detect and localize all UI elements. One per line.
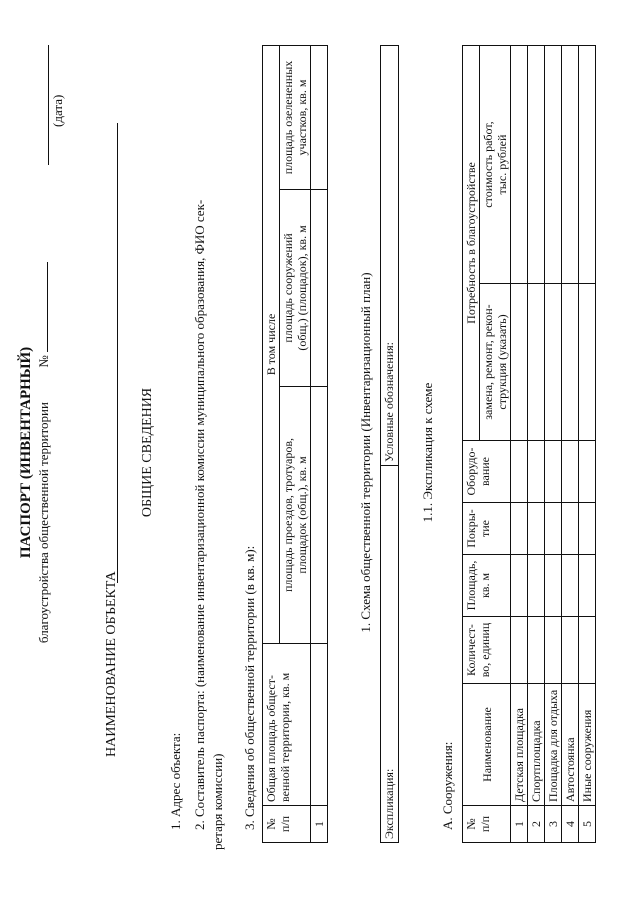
t2-group-header: Потребность в благоустройстве [463, 46, 480, 441]
t2-col-equip: Оборудо- вание [463, 441, 511, 503]
t2-col-num: № п/п [463, 806, 511, 843]
t2-col-cost: стоимость работ, тыс. рублей [480, 46, 511, 284]
territory-info-table [262, 45, 328, 843]
t1-col-num: № п/п [263, 806, 311, 843]
t2-col-area: Площадь, кв. м [463, 555, 511, 617]
item-2-author-cont: ретаря комиссии) [210, 753, 225, 850]
t1-group-header: В том числе [263, 46, 280, 644]
t2-col-name: Наименование [463, 684, 511, 806]
t1-col-struct: площадь сооружений (общ.) (площадок), кв. м [280, 190, 311, 387]
table-row [562, 46, 579, 843]
subtitle-text: благоустройства общественной территории [36, 402, 51, 644]
table-row [511, 46, 528, 843]
row-num: 4 [562, 806, 579, 843]
row-name: Спортплощадка [528, 684, 545, 806]
scheme-heading: 1. Схема общественной территории (Инвентаризационный план) [358, 272, 373, 633]
item-3-info: 3. Сведения об общественной территории (в кв. м): [242, 545, 257, 830]
t1-cell [311, 644, 328, 806]
explication-table [380, 45, 399, 843]
row-name: Иные сооружения [579, 684, 596, 806]
table-row [579, 46, 596, 843]
legend-label: Условные обозначения: [381, 46, 399, 466]
passport-subtitle [36, 0, 52, 905]
row-num: 2 [528, 806, 545, 843]
passport-title: ПАСПОРТ (ИНВЕНТАРНЫЙ) [18, 346, 34, 559]
t2-col-repair: замена, ремонт, рекон- струкция (указать) [480, 284, 511, 441]
section-a-label: А. Сооружения: [440, 741, 455, 830]
table-row [528, 46, 545, 843]
number-label: № [36, 355, 51, 368]
t1-cell [311, 387, 328, 644]
t1-col-green: площадь озелененных участков, кв. м [280, 46, 311, 190]
t1-row-num: 1 [311, 806, 328, 843]
item-1-address: 1. Адрес объекта: [168, 732, 183, 830]
object-name-line [117, 123, 118, 583]
object-name-label: НАИМЕНОВАНИЕ ОБЪЕКТА [104, 571, 119, 757]
t1-col-total: Общая площадь общест- венной территории, кв. м [263, 644, 311, 806]
item-2-author: 2. Составитель паспорта: (наименование инвентаризационной комиссии муниципального образования, ФИО сек- [192, 199, 207, 830]
t1-col-roads: площадь проездов, тротуаров, площадок (общ.), кв. м [280, 387, 311, 644]
structures-table [462, 45, 596, 843]
t1-cell [311, 46, 328, 190]
t2-col-cover: Покры- тие [463, 503, 511, 555]
row-num: 3 [545, 806, 562, 843]
t2-col-qty: Количест- во, единиц [463, 617, 511, 684]
row-num: 5 [579, 806, 596, 843]
date-label: (дата) [50, 94, 65, 127]
row-num: 1 [511, 806, 528, 843]
explication-label: Экспликация: [381, 466, 399, 843]
row-name: Детская площадка [511, 684, 528, 806]
row-name: Площадка для отдыха [545, 684, 562, 806]
table-row [545, 46, 562, 843]
t1-cell [311, 190, 328, 387]
explication-heading: 1.1. Экспликация к схеме [420, 382, 435, 523]
general-heading: ОБЩИЕ СВЕДЕНИЯ [140, 387, 155, 518]
row-name: Автостоянка [562, 684, 579, 806]
